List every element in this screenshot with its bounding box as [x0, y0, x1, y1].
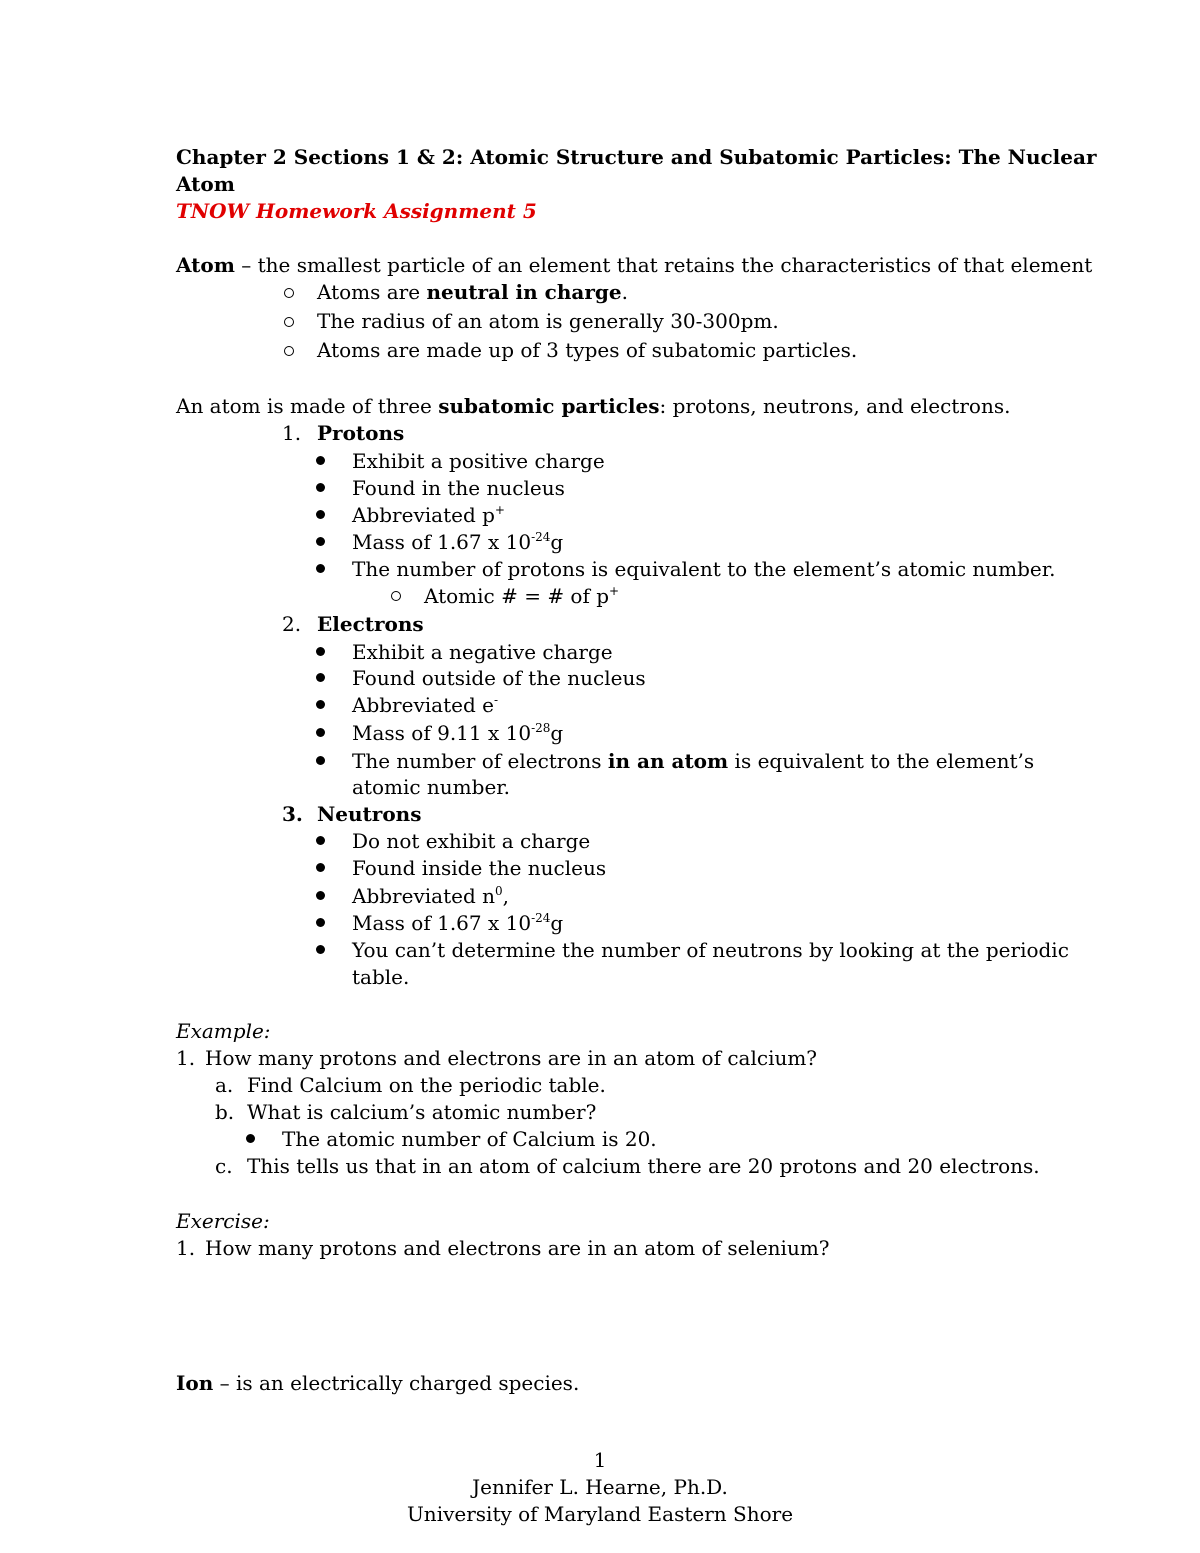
neutrons-heading: Neutrons — [317, 802, 422, 826]
neutrons-number: 3. — [282, 802, 303, 826]
atom-bullet-2: The radius of an atom is generally 30-300pm. — [317, 309, 779, 333]
protons-bullet-2: Found in the nucleus — [352, 476, 565, 500]
example-b-label: b. — [215, 1100, 235, 1124]
bullet-dot-icon — [316, 483, 325, 492]
ion-term: Ion — [176, 1371, 214, 1395]
example-label: Example: — [176, 1019, 271, 1043]
atom-definition — [176, 255, 1092, 275]
bullet-dot-icon — [316, 537, 325, 546]
ion-definition-text: – is an electrically charged species. — [213, 1371, 580, 1395]
example-question: How many protons and electrons are in an atom of calcium? — [205, 1046, 818, 1070]
protons-number: 1. — [282, 421, 302, 445]
protons-bullet-4: Mass of 1.67 x $10^{-24}g$ — [352, 530, 564, 554]
page-number: 1 — [593, 1448, 607, 1472]
bullet-dot-icon — [316, 728, 325, 737]
atom-bullet-3: Atoms are made up of 3 types of subatomic particles. — [317, 338, 858, 362]
exercise-question: How many protons and electrons are in an atom of selenium? — [205, 1236, 830, 1260]
neutrons-bullet-1: Do not exhibit a charge — [352, 829, 591, 853]
neutrons-bullet-4: Mass of 1.67 x $10^{-24}g$ — [352, 911, 564, 935]
electrons-bullet-5-cont: atomic number. — [352, 775, 511, 799]
electrons-bullet-2: Found outside of the nucleus — [352, 666, 646, 690]
atom-definition-text: – the smallest particle of an element that retains the characteristics of that element — [234, 253, 1093, 277]
bullet-dot-icon — [316, 700, 325, 709]
bullet-dot-icon — [316, 756, 325, 765]
protons-heading: Protons — [317, 421, 405, 445]
bullet-dot-icon — [316, 456, 325, 465]
electrons-bullet-4: Mass of 9.11 x $10^{-28}g$ — [352, 721, 564, 745]
subatomic-intro: An atom is made of three subatomic particles: protons, neutrons, and electrons. — [176, 394, 1011, 418]
circle-bullet-icon — [284, 288, 294, 298]
atom-term: Atom — [176, 253, 235, 277]
ion-definition — [176, 1373, 579, 1393]
title-line-2: Atom — [176, 172, 235, 196]
example-b-sub: The atomic number of Calcium is 20. — [282, 1127, 657, 1151]
bullet-dot-icon — [316, 836, 325, 845]
bullet-dot-icon — [316, 673, 325, 682]
bullet-dot-icon — [316, 891, 325, 900]
example-a: Find Calcium on the periodic table. — [247, 1073, 606, 1097]
circle-bullet-icon — [284, 346, 294, 356]
neutrons-bullet-5: You can’t determine the number of neutrons by looking at the periodic — [352, 938, 1069, 962]
footer-institution: University of Maryland Eastern Shore — [406, 1502, 794, 1526]
circle-bullet-icon — [391, 591, 401, 601]
bullet-dot-icon — [316, 945, 325, 954]
electrons-bullet-3: Abbreviated e- — [352, 693, 498, 717]
example-a-label: a. — [215, 1073, 234, 1097]
protons-bullet-1: Exhibit a positive charge — [352, 449, 605, 473]
bullet-dot-icon — [246, 1134, 255, 1143]
example-b: What is calcium’s atomic number? — [247, 1100, 597, 1124]
protons-bullet-3: Abbreviated p+ — [352, 503, 505, 527]
exercise-label: Exercise: — [176, 1209, 270, 1233]
electrons-heading: Electrons — [317, 612, 424, 636]
example-c-label: c. — [215, 1154, 233, 1178]
neutrons-bullet-2: Found inside the nucleus — [352, 856, 607, 880]
electrons-number: 2. — [282, 612, 302, 636]
protons-sub-bullet: Atomic # = # of p+ — [424, 584, 620, 608]
title-line-1: Chapter 2 Sections 1 & 2: Atomic Structure and Subatomic Particles: The Nuclear — [176, 145, 1097, 169]
bullet-dot-icon — [316, 863, 325, 872]
neutrons-bullet-3: Abbreviated $n^0$, — [352, 884, 509, 908]
example-question-number: 1. — [176, 1046, 196, 1070]
bullet-dot-icon — [316, 647, 325, 656]
electrons-bullet-5: The number of electrons in an atom is equivalent to the element’s — [352, 749, 1035, 773]
footer-author: Jennifer L. Hearne, Ph.D. — [472, 1475, 728, 1499]
example-c: This tells us that in an atom of calcium there are 20 protons and 20 electrons. — [247, 1154, 1040, 1178]
electrons-bullet-1: Exhibit a negative charge — [352, 640, 613, 664]
bullet-dot-icon — [316, 564, 325, 573]
protons-bullet-5: The number of protons is equivalent to the element’s atomic number. — [352, 557, 1056, 581]
assignment-label: TNOW Homework Assignment 5 — [176, 199, 537, 223]
circle-bullet-icon — [284, 317, 294, 327]
exercise-question-number: 1. — [176, 1236, 196, 1260]
bullet-dot-icon — [316, 510, 325, 519]
neutrons-bullet-5-cont: table. — [352, 965, 410, 989]
atom-bullet-1: Atoms are neutral in charge. — [317, 280, 628, 304]
bullet-dot-icon — [316, 918, 325, 927]
